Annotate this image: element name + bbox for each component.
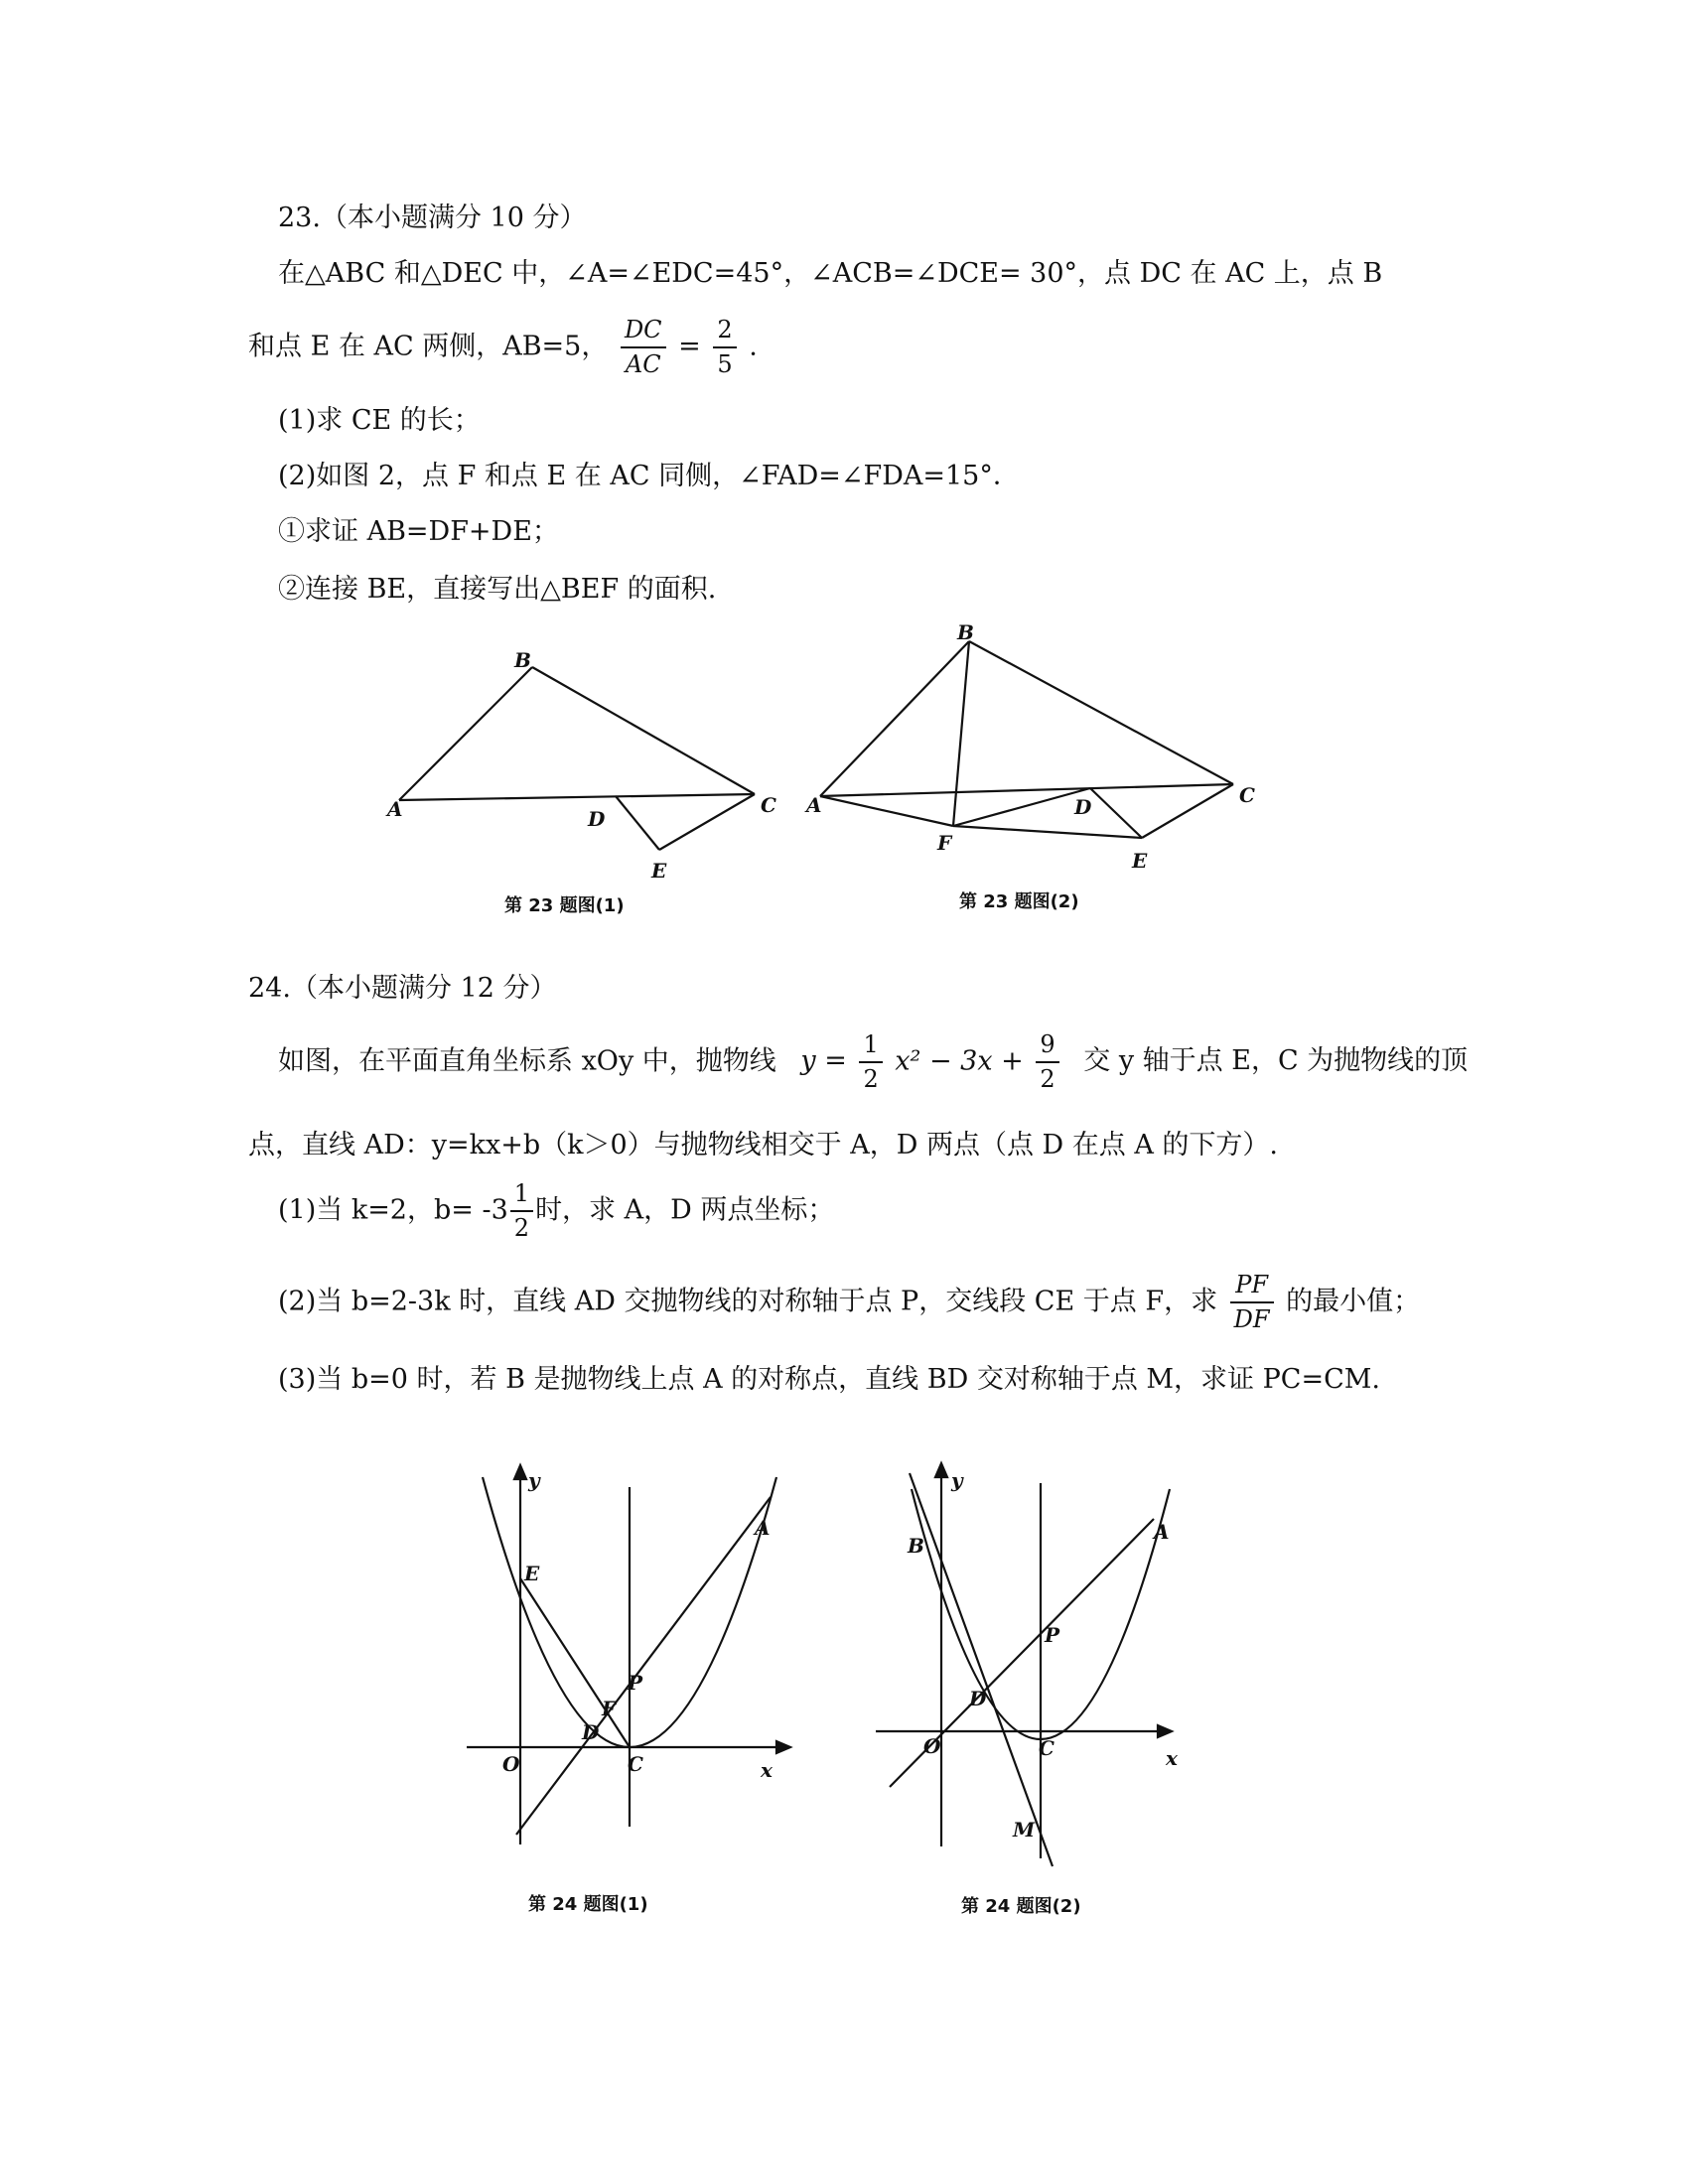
q24-stem-line2: 点，直线 AD：y=kx+b（k＞0）与抛物线相交于 A，D 两点（点 D 在点 A 的下方）. [248,1130,1279,1160]
fig24-1-x-arrow [776,1741,790,1753]
fig23-2 [820,641,1233,838]
fig23-2-label-D: D [1074,795,1092,819]
fig23-2-segment-AB [820,641,969,796]
q23-stem-line2-pre: 和点 E 在 AC 两侧，AB=5， [248,331,609,362]
fig23-1-label-B: B [514,648,531,672]
q24-eq-mid: x² − 3x + [895,1045,1024,1077]
q23-part2a: ①求证 AB=DF+DE； [278,516,559,547]
q24-part1-fraction-denominator: 2 [510,1210,533,1243]
fig23-1-label-E: E [651,859,667,883]
fig24-2-label-O: O [923,1734,941,1758]
fig24-2-line-BM [910,1473,1053,1866]
fig24-1-caption: 第 24 题图(1) [528,1894,648,1915]
q24-eq-half-numerator: 1 [863,1030,879,1058]
q23-part2: (2)如图 2，点 F 和点 E 在 AC 同侧，∠FAD=∠FDA=15°． [278,461,1020,491]
q24-eq-constant-denominator: 2 [1036,1061,1058,1094]
fig24-1-y-arrow [514,1465,526,1479]
q24-part2-fraction [1230,1271,1274,1334]
fig24-2-label-A: A [1154,1520,1170,1544]
fig23-2-segment-EC [1142,784,1233,838]
fig23-2-caption: 第 23 题图(2) [959,891,1079,912]
q24-part2-fraction-denominator: DF [1230,1301,1274,1334]
fig23-1-label-C: C [761,793,776,817]
fig23-1-label-D: D [588,807,606,831]
q24-part1 [278,1179,834,1243]
fig24-1-label-P: P [628,1671,643,1695]
fig23-1-label-A: A [387,797,403,821]
q24-stem-line1 [278,1030,1468,1094]
fig24-2-label-M: M [1013,1818,1036,1842]
fig24-2-labels [907,1468,1179,1842]
fig23-1-segment-AB [399,667,532,800]
fig24-2-label-y: y [951,1468,963,1492]
q24-heading: 24.（本小题满分 12 分） [248,973,557,1004]
q24-part2-post: 的最小值； [1286,1286,1421,1317]
fig23-2-segment-AF [820,796,953,826]
q24-eq-half [859,1030,882,1094]
q24-part1-post: 时，求 A，D 两点坐标； [535,1194,835,1226]
q23-ratio-denominator: AC [621,346,666,379]
fig23-2-label-C: C [1239,783,1255,807]
q24-eq-constant [1036,1030,1058,1094]
fig23-2-segment-BF [953,641,969,826]
fig24-1 [467,1465,790,1844]
fig24-2-label-C: C [1039,1736,1055,1760]
fig24-2-label-D: D [969,1687,987,1710]
fig23-1 [399,667,755,850]
fig24-1-label-F: F [602,1697,617,1720]
q23-part1: (1)求 CE 的长； [278,405,481,436]
q23-ratio-numerator: DC [624,316,662,343]
fig24-1-label-C: C [628,1752,643,1776]
q23-ratio-value-numerator: 2 [717,316,733,343]
fig24-1-labels [502,1468,774,1782]
q24-part1-fraction [510,1179,533,1243]
q24-eq-y: y = [800,1045,847,1077]
q23-part2b: ②连接 BE，直接写出△BEF 的面积. [278,574,717,605]
fig24-2-caption: 第 24 题图(2) [961,1896,1081,1917]
q24-part2-pre: (2)当 b=2-3k 时，直线 AD 交抛物线的对称轴于点 P，交线段 CE 于点 F，求 [278,1286,1218,1317]
q23-stem-line2-post: . [749,331,758,362]
fig24-1-label-y: y [528,1468,540,1492]
fig23-1-segment-AC [399,794,755,800]
fig24-2-label-P: P [1045,1623,1060,1647]
fig24-1-label-D: D [582,1720,600,1744]
q24-part1-pre: (1)当 k=2，b= -3 [278,1194,508,1226]
fig23-2-segment-AC [820,784,1233,796]
q24-part2 [278,1271,1420,1334]
q24-eq-constant-numerator: 9 [1040,1030,1055,1058]
fig23-2-segment-FD [953,788,1090,826]
fig24-1-line-AD [516,1497,771,1835]
q23-heading: 23.（本小题满分 10 分） [278,203,587,233]
q24-eq-half-denominator: 2 [859,1061,882,1094]
q24-part1-fraction-numerator: 1 [513,1179,530,1207]
q24-stem-pre: 如图，在平面直角坐标系 xOy 中，抛物线 [278,1045,776,1077]
fig23-2-labels [804,620,1255,873]
q24-part2-fraction-numerator: PF [1235,1271,1269,1298]
fig23-2-segment-FE [953,826,1142,838]
fig23-2-label-E: E [1132,849,1148,873]
fig24-1-label-A: A [755,1516,771,1540]
q24-stem-post: 交 y 轴于点 E，C 为抛物线的顶 [1083,1045,1469,1077]
fig23-1-segment-BC [532,667,755,794]
fig24-2-x-arrow [1158,1725,1172,1737]
fig23-2-label-B: B [957,620,974,644]
fig23-1-segment-EC [659,794,755,850]
q23-ratio-equals: = [678,331,701,362]
fig24-2 [876,1463,1172,1866]
fig24-2-y-arrow [935,1463,947,1477]
fig23-2-segment-BC [969,641,1233,784]
q23-ratio-value-denominator: 5 [713,346,736,379]
q23-stem-line1: 在△ABC 和△DEC 中，∠A=∠EDC=45°，∠ACB=∠DCE= 30°，点 DC 在 AC 上，点 B [278,258,1383,289]
fig24-1-label-x: x [761,1758,773,1782]
q24-part3: (3)当 b=0 时，若 B 是抛物线上点 A 的对称点，直线 BD 交对称轴于点 M，求证 PC=CM. [278,1364,1380,1395]
fig24-2-label-x: x [1166,1746,1178,1770]
fig24-1-segment-EC [520,1578,630,1747]
fig23-2-label-A: A [806,793,822,817]
fig23-1-labels [385,648,776,883]
fig23-2-label-F: F [937,831,952,855]
fig23-2-segment-DE [1090,788,1142,838]
fig24-1-label-E: E [524,1562,540,1585]
fig24-1-label-O: O [502,1752,520,1776]
fig23-1-segment-DE [616,796,659,850]
fig23-1-caption: 第 23 题图(1) [504,895,625,916]
fig24-2-label-B: B [908,1534,924,1558]
